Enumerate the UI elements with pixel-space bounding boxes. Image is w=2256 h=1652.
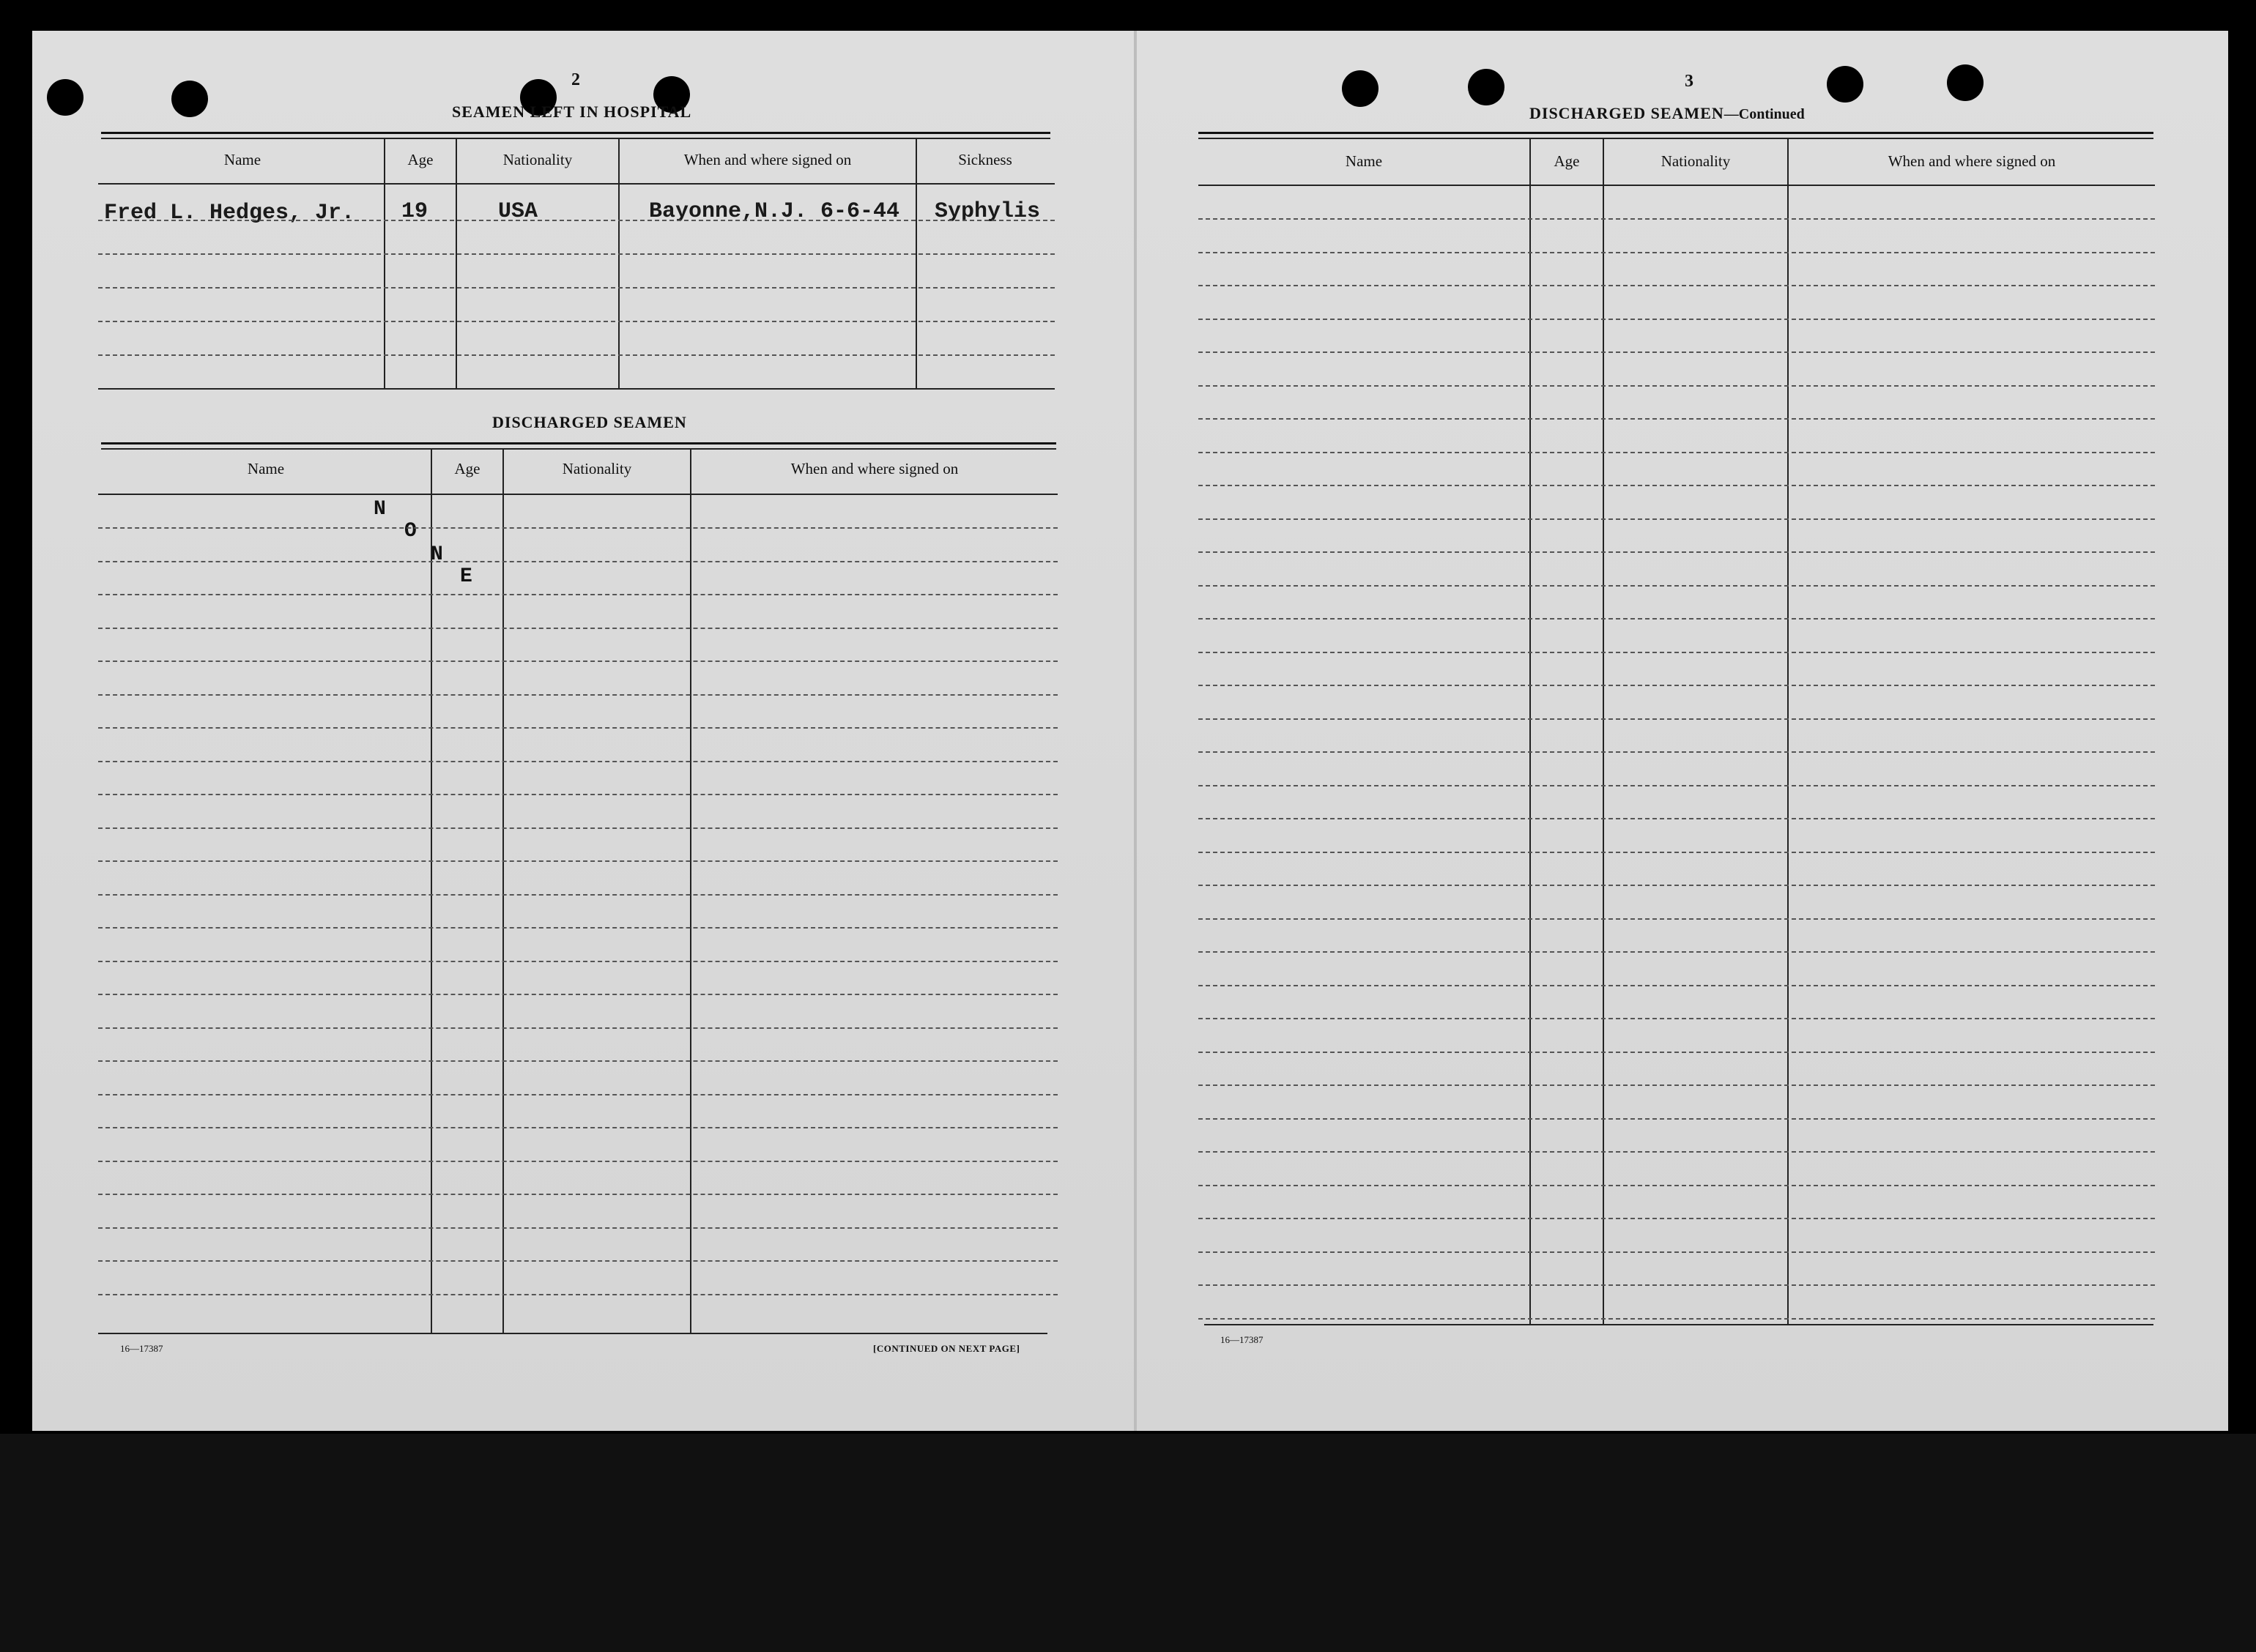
scan-background <box>0 1434 2256 1652</box>
table-bottom-rule <box>98 388 1055 390</box>
row-line <box>98 694 1058 696</box>
col-header-age: Age <box>1554 152 1580 170</box>
table-rule <box>1198 132 2153 134</box>
punch-hole <box>1342 70 1379 107</box>
row-line <box>98 527 1058 529</box>
column-divider <box>690 450 691 1333</box>
form-page-right <box>1134 31 2228 1431</box>
col-header-name: Name <box>1345 152 1383 170</box>
section-title-hospital: SEAMEN LEFT IN HOSPITAL <box>452 103 692 121</box>
table-rule <box>101 448 1056 450</box>
row-line <box>98 1027 1058 1029</box>
header-rule <box>98 183 1055 185</box>
none-letter: N <box>374 498 386 521</box>
row-line <box>98 1161 1058 1162</box>
row-line <box>1198 452 2155 453</box>
row-line <box>1198 1218 2155 1219</box>
row-line <box>98 1060 1058 1062</box>
table-bottom-rule <box>98 1333 1047 1334</box>
none-letter: E <box>460 565 472 588</box>
row-line <box>98 628 1058 629</box>
continued-note: [CONTINUED ON NEXT PAGE] <box>873 1343 1020 1354</box>
cell-age: 19 <box>401 199 428 224</box>
table-rule <box>101 132 1050 134</box>
table-rule <box>101 442 1056 444</box>
row-line <box>98 827 1058 829</box>
form-page-left <box>32 31 1138 1431</box>
punch-hole <box>1947 64 1984 101</box>
table-rule <box>101 138 1050 139</box>
cell-signed-on: Bayonne,N.J. 6-6-44 <box>649 199 900 224</box>
row-line <box>1198 751 2155 753</box>
row-line <box>1198 785 2155 786</box>
col-header-name: Name <box>223 151 261 168</box>
row-line <box>1198 418 2155 420</box>
table-rule <box>1198 138 2153 139</box>
row-line <box>1198 718 2155 720</box>
row-line <box>98 1294 1058 1295</box>
punch-hole <box>1468 69 1504 105</box>
row-line <box>98 927 1058 929</box>
column-divider <box>456 139 457 390</box>
cell-sickness: Syphylis <box>935 199 1041 224</box>
row-line <box>98 961 1058 962</box>
row-line <box>1198 385 2155 387</box>
col-header-nationality: Nationality <box>1661 152 1731 170</box>
row-line <box>98 1260 1058 1262</box>
row-line <box>98 287 1055 289</box>
punch-hole <box>47 79 84 116</box>
col-header-name: Name <box>247 460 285 477</box>
row-line <box>98 1194 1058 1195</box>
row-line <box>98 1227 1058 1229</box>
form-number: 16—17387 <box>120 1343 163 1354</box>
row-line <box>98 1094 1058 1095</box>
row-line <box>98 321 1055 322</box>
col-header-sickness: Sickness <box>958 151 1012 168</box>
row-line <box>1198 1284 2155 1286</box>
column-divider <box>1603 139 1604 1325</box>
column-divider <box>618 139 620 390</box>
row-line <box>98 994 1058 995</box>
row-line <box>1198 885 2155 886</box>
col-header-signed-on: When and where signed on <box>790 460 959 477</box>
page-number: 2 <box>571 70 580 89</box>
row-line <box>98 894 1058 896</box>
row-line <box>98 354 1055 356</box>
row-line <box>1198 518 2155 520</box>
none-letter: O <box>404 520 417 543</box>
column-divider <box>1529 139 1531 1325</box>
row-line <box>98 253 1055 255</box>
punch-hole <box>171 81 208 117</box>
row-line <box>1198 685 2155 686</box>
row-line <box>98 727 1058 729</box>
row-line <box>1198 285 2155 286</box>
cell-name: Fred L. Hedges, Jr. <box>104 201 355 226</box>
column-divider <box>502 450 504 1333</box>
row-line <box>1198 1251 2155 1253</box>
punch-hole <box>1827 66 1863 103</box>
col-header-nationality: Nationality <box>562 460 632 477</box>
row-line <box>1198 1318 2155 1320</box>
row-line <box>98 860 1058 862</box>
section-title-discharged-continued <box>1529 104 1805 123</box>
page-gutter <box>1134 31 1137 1431</box>
column-divider <box>384 139 385 390</box>
section-title-discharged: DISCHARGED SEAMEN <box>492 413 687 431</box>
row-line <box>1198 852 2155 853</box>
row-line <box>1198 1018 2155 1019</box>
column-divider <box>431 450 432 1333</box>
row-line <box>1198 1151 2155 1153</box>
row-line <box>1198 1118 2155 1120</box>
row-line <box>1198 951 2155 953</box>
row-line <box>1198 319 2155 320</box>
column-divider <box>916 139 917 390</box>
row-line <box>1198 618 2155 620</box>
row-line <box>1198 818 2155 819</box>
header-rule <box>1198 185 2155 186</box>
row-line <box>1198 985 2155 986</box>
col-header-age: Age <box>454 460 480 477</box>
row-line <box>1198 1052 2155 1053</box>
cell-nationality: USA <box>498 199 538 224</box>
row-line <box>1198 918 2155 920</box>
row-line <box>98 661 1058 662</box>
row-line <box>1198 218 2155 220</box>
col-header-signed-on: When and where signed on <box>1888 152 2056 170</box>
col-header-age: Age <box>407 151 434 168</box>
row-line <box>98 794 1058 795</box>
header-rule <box>98 494 1058 495</box>
col-header-nationality: Nationality <box>502 151 573 168</box>
form-number: 16—17387 <box>1220 1334 1264 1345</box>
row-line <box>1198 1084 2155 1086</box>
row-line <box>98 761 1058 762</box>
row-line <box>98 220 1055 221</box>
table-bottom-rule <box>1204 1324 2153 1325</box>
column-divider <box>1787 139 1789 1325</box>
page-number: 3 <box>1685 72 1693 91</box>
col-header-signed-on: When and where signed on <box>683 151 852 168</box>
row-line <box>1198 585 2155 587</box>
row-line <box>1198 551 2155 553</box>
row-line <box>1198 1185 2155 1186</box>
row-line <box>1198 652 2155 653</box>
row-line <box>98 1127 1058 1128</box>
section-title-text: DISCHARGED SEAMEN <box>1529 104 1724 122</box>
row-line <box>98 561 1058 562</box>
row-line <box>1198 485 2155 486</box>
none-letter: N <box>431 543 443 566</box>
row-line <box>1198 252 2155 253</box>
row-line <box>1198 351 2155 353</box>
section-title-suffix: —Continued <box>1723 106 1805 122</box>
row-line <box>98 594 1058 595</box>
